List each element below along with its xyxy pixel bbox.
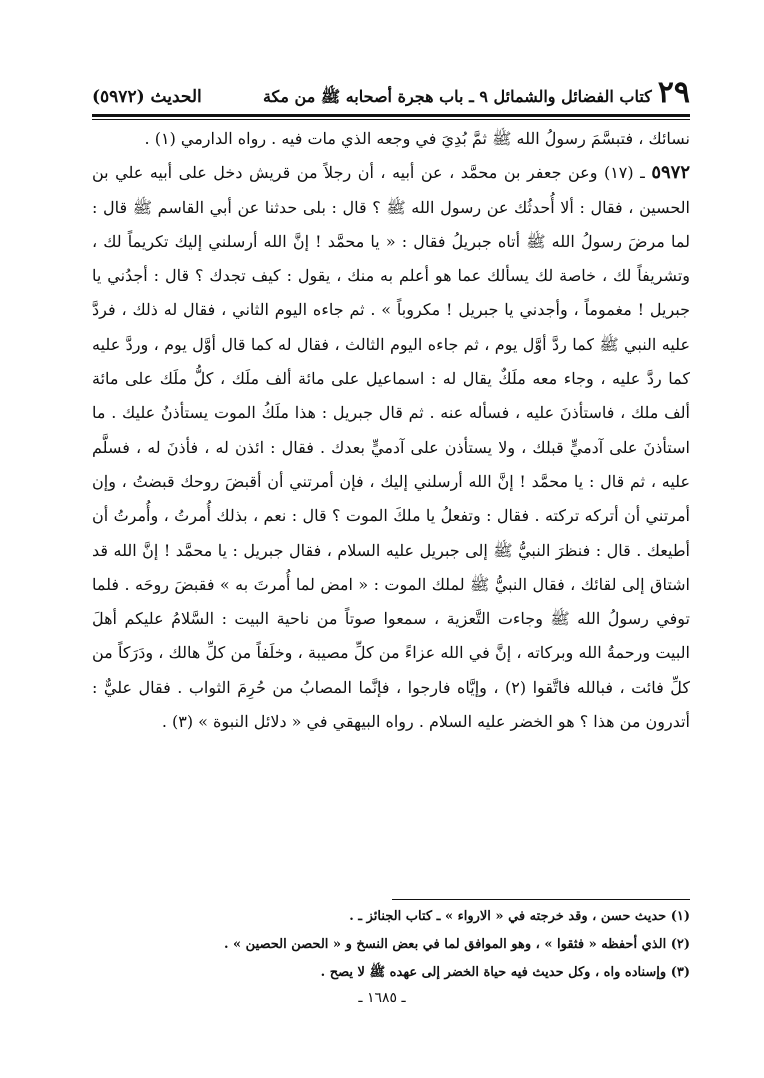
hadith-number: ٥٩٧٢ [651,162,691,184]
running-title: كتاب الفضائل والشمائل ٩ ـ باب هجرة أصحابه ﷺ من مكة [262,87,652,106]
hadith-text: ـ (١٧) وعن جعفر بن محمَّد ، عن أبيه ، أن رجلاً من قريش دخل على أبيه علي بن الحسين ، فقال : ألا أُحدثُك عن رسول الله ﷺ ؟ قال : بلى حدثنا عن أبي القاسم ﷺ قال : لما مرضَ رسولُ الله ﷺ أتاه جبريلُ فقال : « يا محمَّد ! إنَّ الله أرسلني إليك تكريماً لك ، وتشريفاً لك ، خاصة لك يسألك عما هو أعلم به منك ، يقول : كيف تجدك ؟ قال : أجدُني يا جبريل ! مغموماً ، وأجدني يا جبريل ! مكروباً » . ثم جاءه اليوم الثاني ، فقال له ذلك ، فردَّ عليه النبي ﷺ كما ردَّ أوَّل يوم ، ثم جاءه اليوم الثالث ، فقال له كما قال أوَّل يوم ، وردَّ عليه كما ردَّ عليه ، وجاء معه ملَكٌ يقال له : اسماعيل على مائة ألف ملَك ، كلُّ ملَك على مائة ألف ملك ، فاستأذنَ عليه ، فسأله عنه . ثم قال جبريل : هذا ملَكُ الموت يستأذنُ عليك . ما استأذنَ على آدميٍّ قبلك ، ولا يستأذن على آدميٍّ بعدك . فقال : ائذن له ، فأذنَ له ، فسلَّم عليه ، ثم قال : يا محمَّد ! إنَّ الله أرسلني إليك ، فإن أمرتني أن أقبضَ روحك قبضتُ ، وإن أمرتني أن أتركه تركته . فقال : وتفعلُ يا ملكَ الموت ؟ قال : نعم ، بذلك أُمرتُ ، وأُمرتُ أن أطيعك . قال : فنظرَ النبيُّ ﷺ إلى جبريل عليه السلام ، فقال جبريل : يا محمَّد ! إنَّ الله قد اشتاق إلى لقائك ، فقال النبيُّ ﷺ لملك الموت : « امض لما أُمرتَ به » فقبضَ روحَه . فلما توفي رسولُ الله ﷺ وجاءت التَّعزية ، سمعوا صوتاً من ناحية البيت : السَّلامُ عليكم أهلَ البيت ورحمةُ الله وبركاته ، إنَّ في الله عزاءً من كلِّ مصيبة ، وخلَفاً من كلِّ هالك ، ودَرَكاً من كلِّ فائت ، فبالله فاتَّقوا (٢) ، وإيَّاه فارجوا ، فإنَّما المصابُ من حُرِمَ الثواب . فقال عليٌّ : أتدرون من هذا ؟ هو الخضر عليه السلام . رواه البيهقي في « دلائل النبوة » (٣) . [92,163,691,732]
header-rule [92,114,690,117]
page-number: ٢٩ [657,75,690,110]
footnote-1: (١) حديث حسن ، وقد خرجته في « الارواء » ـ كتاب الجنائز ـ . [349,909,690,924]
footnote-rule [392,899,690,900]
footnote-3: (٣) وإسناده واه ، وكل حديث فيه حياة الخضر إلى عهده ﷺ لا يصح . [320,965,690,980]
footnotes [150,903,690,987]
intro-paragraph: نسائك ، فتبسَّمَ رسولُ الله ﷺ ثمَّ بُدِيَ في وجعه الذي مات فيه . رواه الدارمي (١) . [144,129,690,148]
footnote-2: (٢) الذي أحفظه « فثقوا » ، وهو الموافق لما في بعض النسخ و « الحصن الحصين » . [223,937,690,952]
hadith-paragraph [92,156,690,739]
header-rule-thin [92,119,690,120]
main-text [92,122,690,739]
page-footer-number: ـ ١٦٨٥ ـ [358,990,406,1006]
page-header [92,70,690,110]
hadith-reference: الحديث (٥٩٧٢) [92,87,202,107]
